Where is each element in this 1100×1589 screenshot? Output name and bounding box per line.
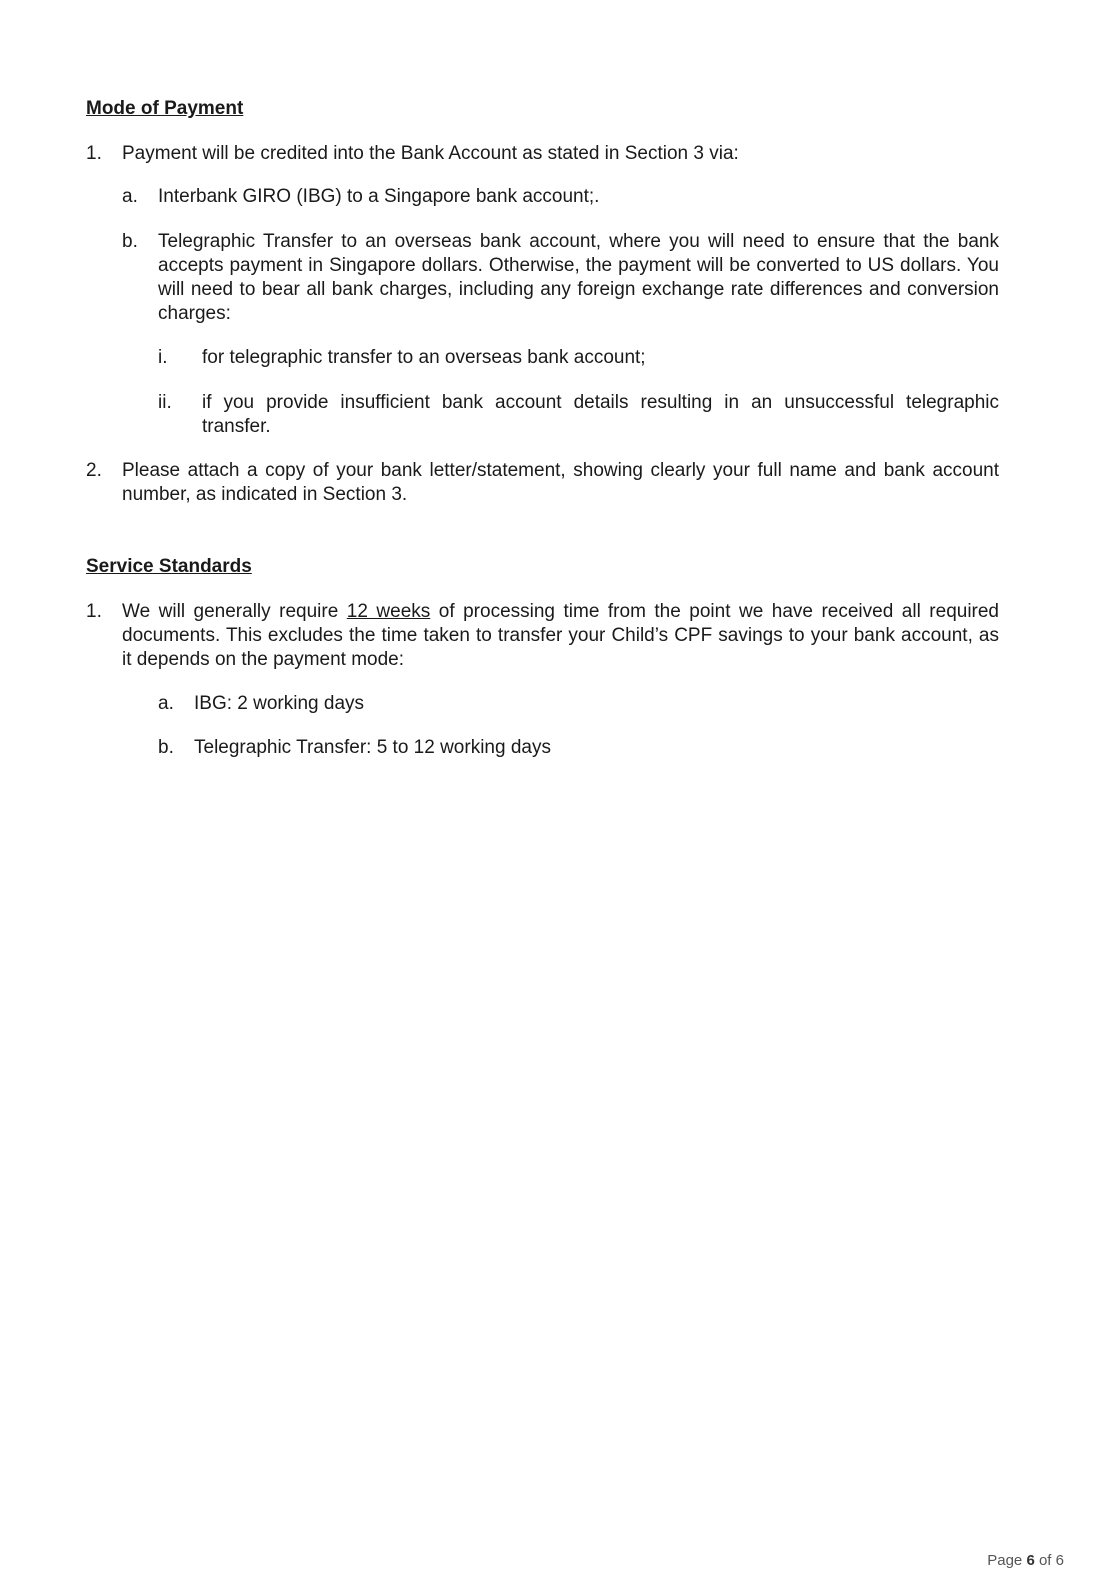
list-item: Telegraphic Transfer to an overseas bank account, where you will need to ensure that the bank accepts payment in Singapore dollars. Otherwise, the payment will be converted to US dollars. You will need to bear all bank charges, including any foreign exchange rate differences and conversion charges: xyxy=(158,231,999,324)
list-item: Please attach a copy of your bank letter/statement, showing clearly your full name and bank account number, as indicated in Section 3. xyxy=(122,460,999,505)
list-marker: ii. xyxy=(158,392,172,413)
list-item: Payment will be credited into the Bank Account as stated in Section 3 via: xyxy=(122,143,739,164)
item-text: of processing time from the point we have received all required documents. This excludes the time taken to transfer your Child’s CPF savings to your bank account, as it depends on the payment mode: xyxy=(122,601,1000,670)
list-marker: a. xyxy=(122,186,138,207)
list-marker: a. xyxy=(158,693,174,714)
item-text: We will generally require xyxy=(122,601,347,622)
list-marker: b. xyxy=(122,231,138,252)
page-number xyxy=(987,1549,1064,1573)
list-item: Interbank GIRO (IBG) to a Singapore bank account;. xyxy=(158,186,600,207)
page-of: of xyxy=(1038,1552,1052,1569)
list-marker: b. xyxy=(158,737,174,758)
list-item: for telegraphic transfer to an overseas bank account; xyxy=(202,347,646,368)
list-marker: 1. xyxy=(86,601,102,622)
list-item: if you provide insufficient bank account details resulting in an unsuccessful telegraphic transfer. xyxy=(202,392,999,437)
service-standards-heading: Service Standards xyxy=(86,556,252,577)
list-marker: i. xyxy=(158,347,168,368)
list-marker: 2. xyxy=(86,460,102,481)
page-prefix: Page xyxy=(987,1552,1023,1569)
page-total: 6 xyxy=(1055,1552,1064,1569)
mode-of-payment-heading: Mode of Payment xyxy=(86,98,244,119)
list-item xyxy=(122,600,999,672)
list-item: Telegraphic Transfer: 5 to 12 working days xyxy=(194,737,551,758)
page-current: 6 xyxy=(1026,1552,1035,1569)
list-item: IBG: 2 working days xyxy=(194,693,365,714)
list-marker: 1. xyxy=(86,143,102,164)
processing-time-value: 12 weeks xyxy=(346,601,431,622)
